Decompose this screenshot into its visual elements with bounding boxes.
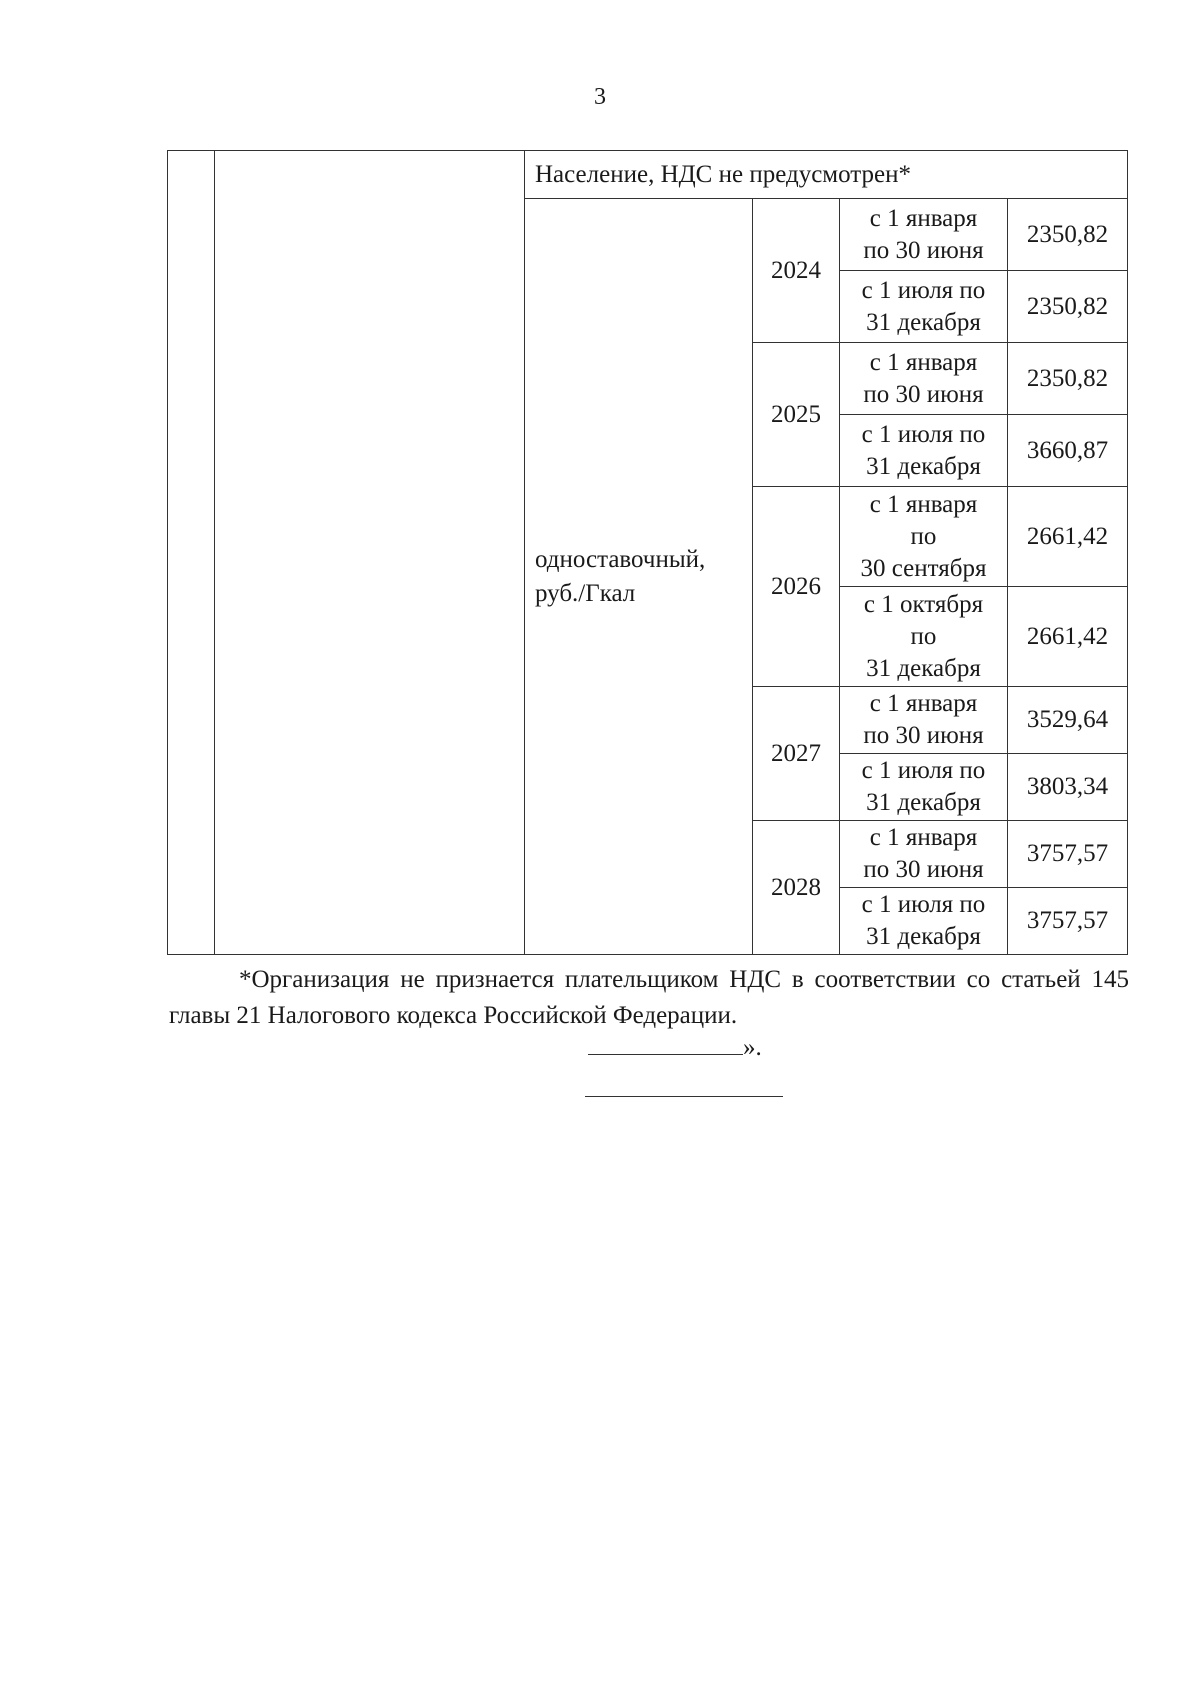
tariff-value: 2350,82 xyxy=(1008,199,1128,271)
period-cell xyxy=(840,343,1008,415)
tariff-value: 3803,34 xyxy=(1008,754,1128,821)
period-line: с 1 июля по xyxy=(861,420,986,448)
period-line: по xyxy=(910,522,937,550)
period-line: с 1 января xyxy=(869,348,978,376)
period-line: с 1 января xyxy=(869,204,978,232)
period-line: по xyxy=(910,622,937,650)
period-line: по 30 июня xyxy=(863,236,984,264)
period-cell xyxy=(840,888,1008,955)
tariff-value: 3757,57 xyxy=(1008,821,1128,888)
tariff-table xyxy=(167,150,1128,955)
unit-cell xyxy=(525,199,753,955)
period-cell xyxy=(840,821,1008,888)
end-rule xyxy=(585,1096,783,1097)
table-header: Население, НДС не предусмотрен* xyxy=(525,151,1128,199)
period-line: 31 декабря xyxy=(866,923,981,950)
period-line: по 30 июня xyxy=(863,380,984,408)
year-cell: 2025 xyxy=(753,343,840,487)
period-line: с 1 июля по xyxy=(861,757,986,784)
empty-name-column xyxy=(215,151,525,955)
period-line: 30 сентября xyxy=(860,554,987,582)
period-line: по 30 июня xyxy=(863,722,984,749)
period-cell xyxy=(840,587,1008,687)
tariff-value: 3660,87 xyxy=(1008,415,1128,487)
tariff-value: 2350,82 xyxy=(1008,343,1128,415)
tariff-value: 2661,42 xyxy=(1008,487,1128,587)
period-line: с 1 июля по xyxy=(861,276,986,304)
period-line: 31 декабря xyxy=(866,452,981,480)
period-line: с 1 октября xyxy=(863,590,984,618)
period-line: 31 декабря xyxy=(866,654,981,682)
period-cell xyxy=(840,415,1008,487)
period-line: 31 декабря xyxy=(866,308,981,336)
tariff-value: 3757,57 xyxy=(1008,888,1128,955)
period-line: с 1 января xyxy=(869,824,978,851)
tariff-value: 2661,42 xyxy=(1008,587,1128,687)
period-cell xyxy=(840,687,1008,754)
blank-line xyxy=(588,1032,743,1055)
period-cell xyxy=(840,199,1008,271)
closing-quote: ». xyxy=(743,1034,762,1061)
year-cell: 2028 xyxy=(753,821,840,955)
period-line: с 1 июля по xyxy=(861,891,986,918)
page-number: 3 xyxy=(594,84,606,110)
tariff-value: 3529,64 xyxy=(1008,687,1128,754)
period-cell xyxy=(840,754,1008,821)
closing-mark xyxy=(588,1032,762,1062)
year-cell: 2024 xyxy=(753,199,840,343)
unit-line: одноставочный, xyxy=(535,545,706,573)
year-cell: 2027 xyxy=(753,687,840,821)
footnote: *Организация не признается плательщиком НДС в соответствии со статьей 145 главы 21 Налогового кодекса Российской Федерации. xyxy=(169,966,1129,1029)
period-cell xyxy=(840,271,1008,343)
unit-line: руб./Гкал xyxy=(535,579,636,607)
empty-number-column xyxy=(168,151,215,955)
period-line: 31 декабря xyxy=(866,789,981,816)
period-line: с 1 января xyxy=(869,690,978,717)
period-line: по 30 июня xyxy=(863,856,984,883)
period-line: с 1 января xyxy=(869,490,978,518)
period-cell xyxy=(840,487,1008,587)
tariff-value: 2350,82 xyxy=(1008,271,1128,343)
year-cell: 2026 xyxy=(753,487,840,687)
